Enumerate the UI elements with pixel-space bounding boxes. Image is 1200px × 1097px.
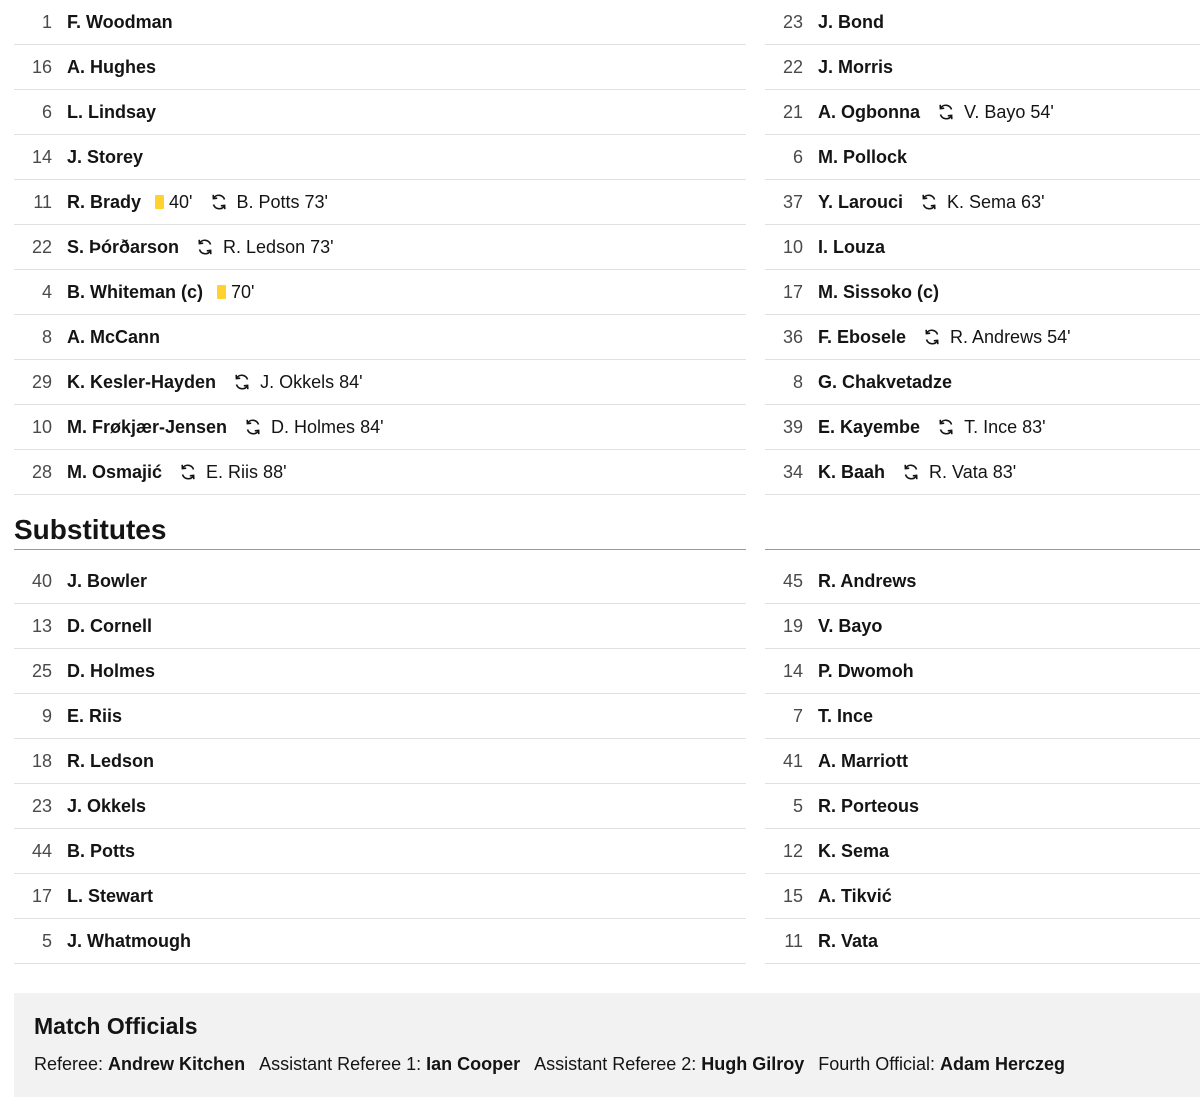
player-name: L. Stewart [67, 885, 154, 906]
event-text: 40' [169, 191, 193, 212]
shirt-number: 17 [782, 281, 803, 302]
substitution-icon [901, 462, 921, 482]
substitution-event [209, 192, 329, 213]
shirt-number: 15 [782, 885, 803, 906]
shirt-number: 10 [782, 236, 803, 257]
shirt-number: 6 [792, 146, 803, 167]
shirt-number: 9 [41, 705, 52, 726]
match-officials-title: Match Officials [34, 1013, 198, 1039]
player-row [765, 45, 1200, 90]
event-text: 70' [231, 281, 255, 302]
player-row [765, 180, 1200, 225]
event-text: D. Holmes 84' [271, 416, 384, 437]
player-row [765, 315, 1200, 360]
event-text: R. Ledson 73' [223, 236, 334, 257]
player-name: M. Sissoko (c) [818, 281, 940, 302]
shirt-number: 14 [782, 660, 803, 681]
substitution-event [936, 102, 1054, 123]
player-row [765, 739, 1200, 784]
player-row [765, 694, 1200, 739]
player-row [765, 604, 1200, 649]
official-name: Ian Cooper [426, 1054, 521, 1074]
substitution-icon [922, 327, 942, 347]
substitution-event [243, 417, 383, 438]
shirt-number: 22 [31, 236, 52, 257]
shirt-number: 19 [782, 615, 803, 636]
official-role-label: Referee: [34, 1054, 109, 1074]
shirt-number: 21 [782, 101, 803, 122]
player-name: J. Okkels [67, 795, 147, 816]
player-name: M. Frøkjær-Jensen [67, 416, 228, 437]
player-name: A. Tikvić [818, 885, 892, 906]
player-name: E. Riis [67, 705, 123, 726]
substitution-event [178, 462, 286, 483]
official-role-label: Assistant Referee 2: [534, 1054, 702, 1074]
substitution-icon [195, 237, 215, 257]
player-row [14, 874, 746, 919]
shirt-number: 44 [31, 840, 52, 861]
player-row [765, 360, 1200, 405]
player-row [14, 604, 746, 649]
player-name: V. Bayo [818, 615, 883, 636]
substitution-icon [232, 372, 252, 392]
shirt-number: 22 [782, 56, 803, 77]
shirt-number: 41 [782, 750, 803, 771]
player-name: R. Porteous [818, 795, 920, 816]
home-substitutes [14, 559, 746, 964]
player-name: M. Osmajić [67, 461, 163, 482]
substitution-icon [919, 192, 939, 212]
player-name: R. Andrews [818, 570, 917, 591]
away-lineup [765, 0, 1200, 495]
away-substitutes [765, 559, 1200, 964]
player-name: D. Holmes [67, 660, 156, 681]
player-name: K. Kesler-Hayden [67, 371, 217, 392]
player-row [14, 649, 746, 694]
player-row [14, 45, 746, 90]
shirt-number: 1 [41, 11, 52, 32]
home-lineup [14, 0, 746, 495]
shirt-number: 23 [31, 795, 52, 816]
substitutes-heading-divider [765, 511, 1200, 550]
player-name: T. Ince [818, 705, 874, 726]
shirt-number: 11 [784, 930, 803, 951]
player-row [765, 649, 1200, 694]
player-row [765, 135, 1200, 180]
player-row [14, 739, 746, 784]
player-name: J. Bond [818, 11, 884, 32]
player-row [14, 135, 746, 180]
player-name: B. Whiteman (c) [67, 281, 204, 302]
player-row [14, 0, 746, 45]
player-name: J. Bowler [67, 570, 148, 591]
shirt-number: 8 [792, 371, 803, 392]
player-row [14, 225, 746, 270]
shirt-number: 17 [31, 885, 52, 906]
event-text: R. Vata 83' [929, 461, 1017, 482]
substitution-event [922, 327, 1071, 348]
player-row [765, 919, 1200, 964]
player-name: A. Marriott [818, 750, 908, 771]
player-row [765, 450, 1200, 495]
player-row [765, 0, 1200, 45]
yellow-card-icon [155, 195, 164, 209]
player-row [14, 919, 746, 964]
event-text: J. Okkels 84' [260, 371, 363, 392]
player-row [765, 225, 1200, 270]
shirt-number: 7 [792, 705, 803, 726]
shirt-number: 39 [782, 416, 803, 437]
player-row [14, 784, 746, 829]
substitutes-heading: Substitutes [14, 511, 746, 550]
shirt-number: 18 [31, 750, 52, 771]
player-name: K. Sema [818, 840, 890, 861]
substitution-icon [243, 417, 263, 437]
player-name: G. Chakvetadze [818, 371, 953, 392]
player-name: R. Brady [67, 191, 142, 212]
substitution-event [936, 417, 1045, 438]
shirt-number: 5 [41, 930, 52, 951]
substitution-icon [936, 102, 956, 122]
official-role-label: Fourth Official: [818, 1054, 940, 1074]
player-row [765, 559, 1200, 604]
player-name: F. Ebosele [818, 326, 907, 347]
event-text: B. Potts 73' [236, 191, 328, 212]
player-name: M. Pollock [818, 146, 908, 167]
shirt-number: 25 [31, 660, 52, 681]
shirt-number: 29 [31, 371, 52, 392]
shirt-number: 16 [31, 56, 52, 77]
substitution-event [919, 192, 1045, 213]
player-name: A. McCann [67, 326, 161, 347]
official-role-label: Assistant Referee 1: [259, 1054, 427, 1074]
player-name: R. Ledson [67, 750, 155, 771]
player-row [14, 559, 746, 604]
match-officials-list [34, 1054, 1180, 1075]
player-row [14, 829, 746, 874]
shirt-number: 23 [782, 11, 803, 32]
player-name: Y. Larouci [818, 191, 904, 212]
substitution-event [232, 372, 362, 393]
player-name: J. Morris [818, 56, 894, 77]
player-row [14, 360, 746, 405]
player-row [765, 829, 1200, 874]
official-name: Hugh Gilroy [701, 1054, 805, 1074]
player-row [14, 180, 746, 225]
player-name: S. Þórðarson [67, 236, 180, 257]
official-name: Andrew Kitchen [108, 1054, 246, 1074]
shirt-number: 5 [792, 795, 803, 816]
event-text: K. Sema 63' [947, 191, 1045, 212]
event-text: V. Bayo 54' [964, 101, 1054, 122]
player-row [14, 450, 746, 495]
player-name: J. Storey [67, 146, 144, 167]
player-name: K. Baah [818, 461, 886, 482]
player-row [14, 90, 746, 135]
shirt-number: 10 [31, 416, 52, 437]
yellow-card-event [217, 282, 254, 303]
player-name: J. Whatmough [67, 930, 191, 951]
substitution-icon [936, 417, 956, 437]
player-name: E. Kayembe [818, 416, 921, 437]
shirt-number: 37 [782, 191, 803, 212]
shirt-number: 34 [782, 461, 803, 482]
player-name: L. Lindsay [67, 101, 157, 122]
shirt-number: 6 [41, 101, 52, 122]
event-text: T. Ince 83' [964, 416, 1046, 437]
substitution-event [901, 462, 1016, 483]
player-row [14, 405, 746, 450]
player-name: D. Cornell [67, 615, 153, 636]
shirt-number: 8 [41, 326, 52, 347]
player-name: A. Hughes [67, 56, 157, 77]
substitution-event [195, 237, 334, 258]
player-name: I. Louza [818, 236, 885, 257]
player-row [765, 270, 1200, 315]
substitution-icon [178, 462, 198, 482]
shirt-number: 28 [31, 461, 52, 482]
player-row [14, 315, 746, 360]
substitution-icon [209, 192, 229, 212]
shirt-number: 4 [41, 281, 52, 302]
shirt-number: 13 [31, 615, 52, 636]
player-row [765, 405, 1200, 450]
official-name: Adam Herczeg [939, 1054, 1066, 1074]
shirt-number: 36 [782, 326, 803, 347]
shirt-number: 11 [33, 191, 52, 212]
player-row [14, 270, 746, 315]
player-name: R. Vata [818, 930, 879, 951]
player-row [765, 874, 1200, 919]
player-name: F. Woodman [67, 11, 173, 32]
player-name: P. Dwomoh [818, 660, 914, 681]
player-row [14, 694, 746, 739]
shirt-number: 40 [31, 570, 52, 591]
event-text: E. Riis 88' [206, 461, 287, 482]
yellow-card-icon [217, 285, 226, 299]
player-row [765, 784, 1200, 829]
player-row [765, 90, 1200, 135]
event-text: R. Andrews 54' [950, 326, 1071, 347]
match-officials-panel [14, 993, 1200, 1097]
player-name: B. Potts [67, 840, 136, 861]
player-name: A. Ogbonna [818, 101, 920, 122]
yellow-card-event [155, 192, 192, 213]
shirt-number: 12 [782, 840, 803, 861]
shirt-number: 14 [31, 146, 52, 167]
shirt-number: 45 [782, 570, 803, 591]
